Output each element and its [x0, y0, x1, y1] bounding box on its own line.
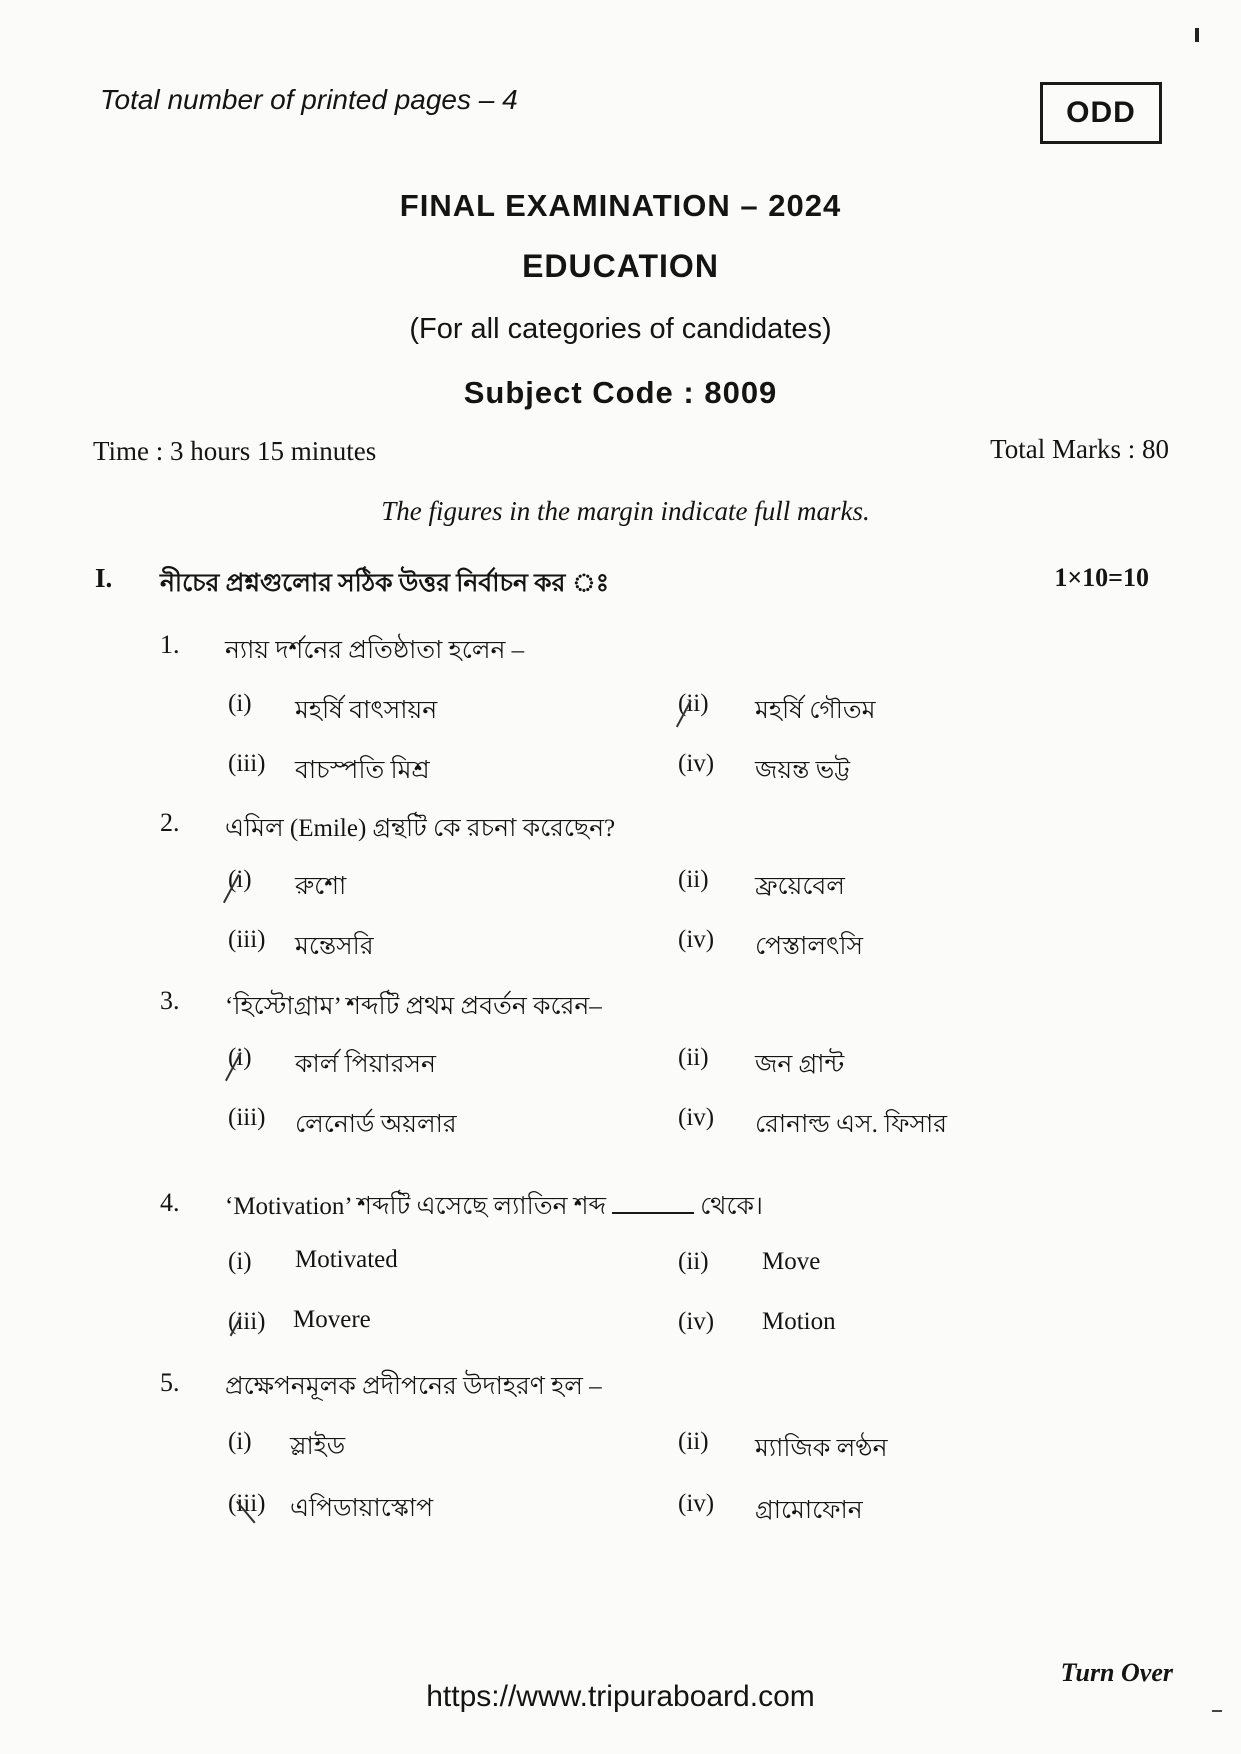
option-text: মহর্ষি বাৎসায়ন	[295, 697, 438, 724]
option-text: মন্তেসরি	[295, 933, 374, 960]
categories-note: (For all categories of candidates)	[409, 313, 832, 345]
corner-mark	[1195, 28, 1199, 42]
option-label: (iv)	[678, 1308, 715, 1335]
question-text-before-blank: ‘Motivation’ শব্দটি এসেছে ল্যাতিন শব্দ	[225, 1193, 607, 1220]
total-marks: Total Marks : 80	[990, 434, 1169, 464]
option-label: (iii)	[228, 1104, 266, 1131]
option-label: (iii)	[228, 926, 266, 953]
margin-note: The figures in the margin indicate full marks.	[381, 496, 870, 526]
option-text: পেস্তালৎসি	[755, 933, 863, 960]
set-label-box	[1040, 82, 1162, 144]
question-number: 3.	[160, 986, 180, 1015]
fill-in-blank	[612, 1212, 694, 1214]
option-label: (i)	[228, 1428, 252, 1455]
option-text: Motion	[762, 1308, 836, 1335]
option-label: (ii)	[678, 866, 709, 893]
option-label: (iv)	[678, 926, 715, 953]
option-label: (ii)	[678, 1248, 709, 1275]
exam-title: FINAL EXAMINATION – 2024	[399, 188, 842, 223]
subject-title: EDUCATION	[522, 248, 719, 284]
option-label: (iv)	[678, 1104, 715, 1131]
option-label: (iv)	[678, 750, 715, 777]
section-instruction: নীচের প্রশ্নগুলোর সঠিক উত্তর নির্বাচন কর ঃ	[160, 570, 610, 597]
option-text: জন গ্রান্ট	[755, 1051, 845, 1078]
option-text: Motivated	[295, 1246, 398, 1273]
footer-url[interactable]: https://www.tripuraboard.com	[426, 1680, 815, 1713]
question-text: এমিল (Emile) গ্রন্থটি কে রচনা করেছেন?	[225, 815, 616, 842]
option-text: লেনোর্ড অয়লার	[295, 1111, 457, 1138]
question-number: 4.	[160, 1188, 180, 1217]
option-text: স্লাইড	[290, 1433, 346, 1460]
option-label: (i)	[228, 1044, 252, 1071]
option-label: (iii)	[228, 1308, 266, 1335]
option-label: (iii)	[228, 750, 266, 777]
question-text: ন্যায় দর্শনের প্রতিষ্ঠাতা হলেন –	[225, 637, 525, 664]
option-label: (iii)	[228, 1490, 266, 1517]
question-number: 2.	[160, 808, 180, 837]
option-text: বাচস্পতি মিশ্র	[295, 757, 430, 784]
option-label: (i)	[228, 690, 252, 717]
option-text: Move	[762, 1248, 821, 1275]
turn-over-note: Turn Over	[1060, 1658, 1173, 1687]
option-text: এপিডায়াস্কোপ	[290, 1495, 434, 1522]
option-text: কার্ল পিয়ারসন	[295, 1051, 436, 1078]
question-text: প্রক্ষেপনমূলক প্রদীপনের উদাহরণ হল –	[225, 1373, 602, 1400]
question-text-after-blank: থেকে।	[700, 1193, 763, 1220]
printed-pages-note: Total number of printed pages – 4	[100, 84, 518, 115]
option-text: রোনাল্ড এস. ফিসার	[755, 1111, 948, 1138]
option-text: জয়ন্ত ভট্ট	[755, 757, 850, 784]
option-label: (ii)	[678, 690, 709, 717]
time-allowed: Time : 3 hours 15 minutes	[93, 436, 377, 466]
option-text: ম্যাজিক লণ্ঠন	[755, 1435, 888, 1462]
option-label: (iv)	[678, 1490, 715, 1517]
set-label: ODD	[1066, 96, 1136, 129]
question-text: ‘হিস্টোগ্রাম’ শব্দটি প্রথম প্রবর্তন করেন–	[225, 993, 602, 1020]
option-text: রুশো	[295, 873, 347, 900]
edge-mark	[1212, 1710, 1222, 1712]
question-text	[225, 1186, 763, 1229]
option-label: (ii)	[678, 1044, 709, 1071]
section-marks: 1×10=10	[1054, 563, 1149, 592]
option-text: গ্রামোফোন	[755, 1497, 863, 1524]
option-label: (ii)	[678, 1428, 709, 1455]
section-number: I.	[95, 563, 113, 593]
option-text: ফ্রয়েবেল	[755, 873, 845, 900]
question-number: 1.	[160, 630, 180, 659]
option-label: (i)	[228, 1248, 252, 1275]
question-number: 5.	[160, 1368, 180, 1397]
subject-code: Subject Code : 8009	[463, 375, 778, 410]
option-text: মহর্ষি গৌতম	[755, 697, 876, 724]
option-label: (i)	[228, 866, 252, 893]
option-text: Movere	[293, 1306, 371, 1333]
